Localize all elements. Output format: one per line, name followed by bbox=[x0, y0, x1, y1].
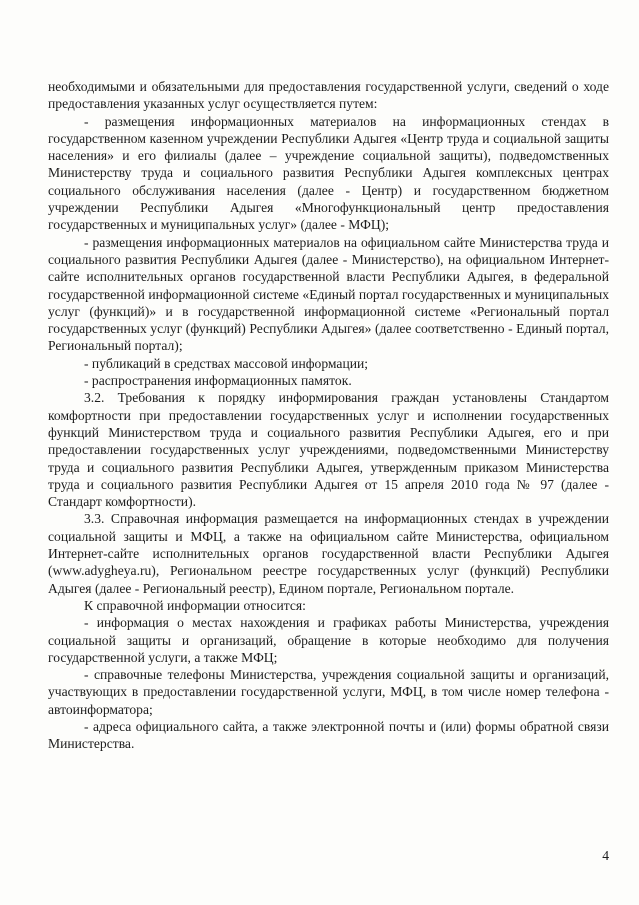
document-body bbox=[48, 78, 609, 753]
paragraph-reference-heading: К справочной информации относится: bbox=[84, 597, 306, 613]
paragraph-bullet-phones: - справочные телефоны Министерства, учреждения социальной защиты и организаций, участвующих в предоставлении государственной услуги, МФЦ, в том числе номер телефона - автоинформатора; bbox=[48, 667, 609, 717]
paragraph-bullet-leaflets: - распространения информационных памяток. bbox=[84, 373, 352, 389]
paragraph-bullet-stands: - размещения информационных материалов на информационных стендах в государственном казенном учреждении Республики Адыгея «Центр труда и социальной защиты населения» и его филиалы (далее – учреждение социальной защиты), подведомственных Министерству труда и социального развития Республики Адыгея комплексных центрах социального обслуживания населения (далее - Центр) и государственном бюджетном учреждении Республики Адыгея «Многофункциональный центр предоставления государственных и муниципальных услуг» (далее - МФЦ); bbox=[48, 113, 609, 233]
paragraph-bullet-website: - размещения информационных материалов на официальном сайте Министерства труда и социального развития Республики Адыгея (далее - Министерство), на официальном Интернет-сайте исполнительных органов государственной власти Республики Адыгея, в федеральной государственной информационной системе «Единый портал государственных и муниципальных услуг (функций)» и в государственной информационной системе «Региональный портал государственных услуг (функций) Республики Адыгея» (далее соответственно - Единый портал, Региональный портал); bbox=[48, 234, 609, 354]
paragraph-bullet-addresses: - адреса официального сайта, а также электронной почты и (или) формы обратной связи Министерства. bbox=[48, 718, 609, 752]
paragraph-section-3-2: 3.2. Требования к порядку информирования граждан установлены Стандартом комфортности при предоставлении государственных услуг и исполнении государственных функций Министерством труда и социального развития Республики Адыгея, его и при предоставлении государственных услуг учреждениями, подведомственными Министерству труда и социального развития Республики Адыгея, утвержденным приказом Министерства труда и социального развития Республики Адыгея от 15 апреля 2010 года № 97 (далее - Стандарт комфортности). bbox=[48, 390, 609, 510]
paragraph-bullet-locations: - информация о местах нахождения и графиках работы Министерства, учреждения социальной защиты и организаций, обращение в которые необходимо для получения государственной услуги, а также МФЦ; bbox=[48, 615, 609, 665]
paragraph-section-3-3: 3.3. Справочная информация размещается на информационных стендах в учреждении социальной защиты и МФЦ, а также на официальном сайте Министерства, официальном Интернет-сайте исполнительных органов государственной власти Республики Адыгея (www.adygheya.ru), Региональном реестре государственных услуг (функций) Республики Адыгея (далее - Региональный реестр), Едином портале, Региональном портале. bbox=[48, 511, 609, 596]
paragraph-bullet-media: - публикаций в средствах массовой информации; bbox=[84, 355, 369, 371]
page-number: 4 bbox=[602, 848, 609, 863]
paragraph-intro: необходимыми и обязательными для предоставления государственной услуги, сведений о ходе предоставления указанных услуг осуществляется путем: bbox=[48, 79, 609, 112]
